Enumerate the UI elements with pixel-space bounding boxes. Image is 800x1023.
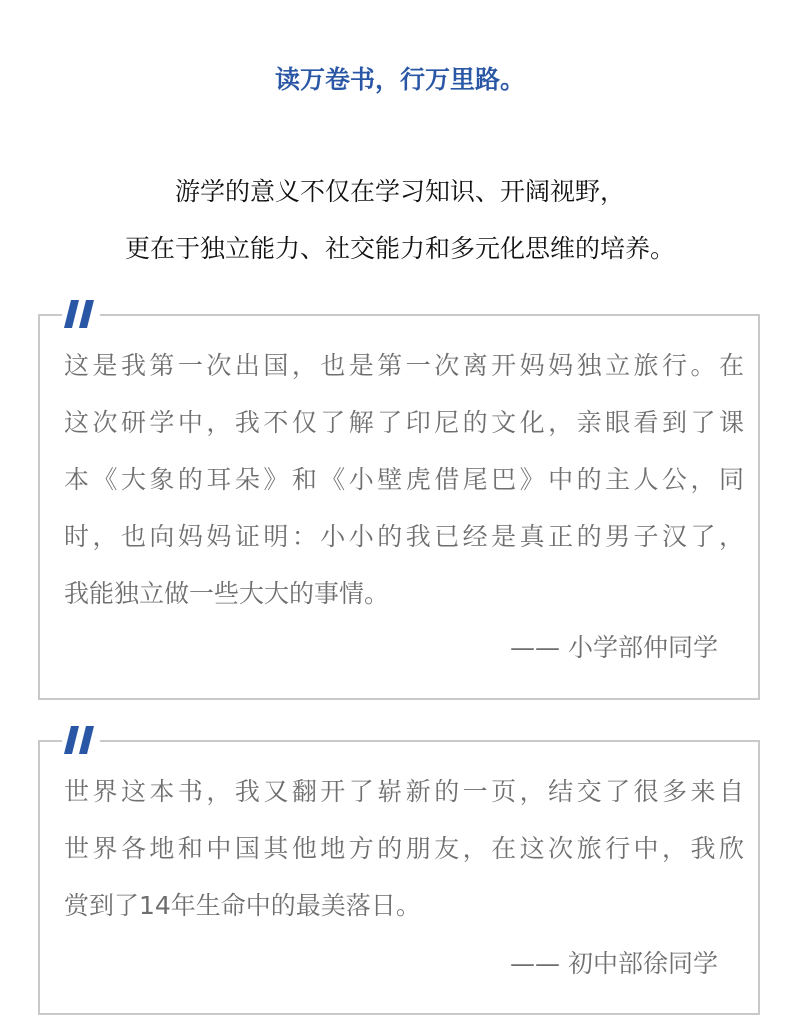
testimonial-text <box>64 770 744 941</box>
testimonial-line: 这次研学中，我不仅了解了印尼的文化，亲眼看到了课 <box>64 408 744 437</box>
testimonial-line: 这是我第一次出国，也是第一次离开妈妈独立旅行。在 <box>64 351 744 380</box>
testimonial-line: 世界这本书，我又翻开了崭新的一页，结交了很多来自 <box>64 777 744 806</box>
testimonial-attribution: —— 小学部仲同学 <box>510 633 718 662</box>
testimonial-line: 赏到了14年生命中的最美落日。 <box>64 891 421 920</box>
testimonial-line: 我能独立做一些大大的事情。 <box>64 579 390 608</box>
quote-mark-icon <box>62 298 100 330</box>
testimonial-line: 本《大象的耳朵》和《小壁虎借尾巴》中的主人公，同 <box>64 465 744 494</box>
testimonial-card <box>38 314 760 700</box>
intro-line: 更在于独立能力、社交能力和多元化思维的培养。 <box>124 234 675 263</box>
intro-line: 游学的意义不仅在学习知识、开阔视野， <box>174 177 625 206</box>
testimonial-attribution: —— 初中部徐同学 <box>510 949 718 978</box>
intro-paragraph <box>0 170 800 284</box>
testimonial-text <box>64 344 744 629</box>
testimonial-line: 时，也向妈妈证明：小小的我已经是真正的男子汉了， <box>64 522 744 551</box>
quote-mark-icon <box>62 724 100 756</box>
testimonial-line: 世界各地和中国其他地方的朋友，在这次旅行中，我欣 <box>64 834 744 863</box>
page-headline: 读万卷书，行万里路。 <box>274 65 525 94</box>
testimonial-card <box>38 740 760 1015</box>
